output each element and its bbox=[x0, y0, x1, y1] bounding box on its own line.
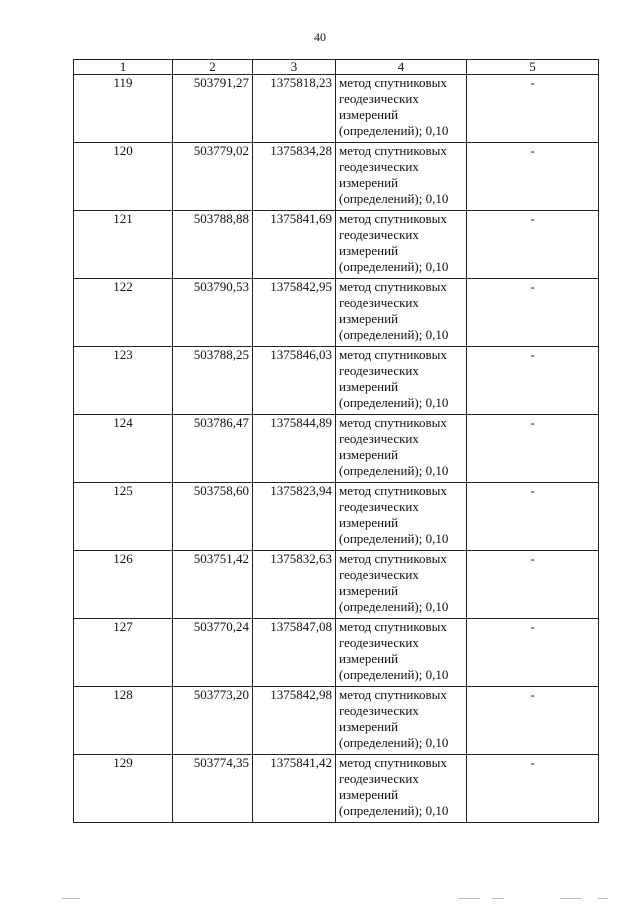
table-row bbox=[74, 143, 599, 211]
note-cell: - bbox=[467, 619, 599, 687]
method-cell: метод спутниковых геодезических измерений (определений); 0,10 bbox=[336, 551, 467, 619]
method-cell: метод спутниковых геодезических измерений (определений); 0,10 bbox=[336, 687, 467, 755]
note-cell: - bbox=[467, 75, 599, 143]
point-number-cell: 128 bbox=[74, 687, 173, 755]
method-cell: метод спутниковых геодезических измерений (определений); 0,10 bbox=[336, 415, 467, 483]
note-cell: - bbox=[467, 143, 599, 211]
header-col-3: 3 bbox=[253, 60, 336, 75]
method-cell: метод спутниковых геодезических измерений (определений); 0,10 bbox=[336, 279, 467, 347]
method-cell: метод спутниковых геодезических измерений (определений); 0,10 bbox=[336, 755, 467, 823]
coordinate-x-cell: 503788,25 bbox=[173, 347, 253, 415]
header-col-5: 5 bbox=[467, 60, 599, 75]
coordinate-y-cell: 1375841,69 bbox=[253, 211, 336, 279]
table-row bbox=[74, 483, 599, 551]
table-row bbox=[74, 415, 599, 483]
point-number-cell: 129 bbox=[74, 755, 173, 823]
table-row bbox=[74, 211, 599, 279]
coordinate-y-cell: 1375847,08 bbox=[253, 619, 336, 687]
header-col-1: 1 bbox=[74, 60, 173, 75]
coordinate-y-cell: 1375844,89 bbox=[253, 415, 336, 483]
coordinate-y-cell: 1375832,63 bbox=[253, 551, 336, 619]
table-row bbox=[74, 687, 599, 755]
page-number: 40 bbox=[314, 30, 326, 44]
point-number-cell: 119 bbox=[74, 75, 173, 143]
scan-footer-marks bbox=[0, 898, 640, 902]
point-number-cell: 127 bbox=[74, 619, 173, 687]
coordinate-y-cell: 1375842,98 bbox=[253, 687, 336, 755]
coordinate-y-cell: 1375841,42 bbox=[253, 755, 336, 823]
method-cell: метод спутниковых геодезических измерений (определений); 0,10 bbox=[336, 619, 467, 687]
point-number-cell: 126 bbox=[74, 551, 173, 619]
coordinate-y-cell: 1375818,23 bbox=[253, 75, 336, 143]
header-col-4: 4 bbox=[336, 60, 467, 75]
method-cell: метод спутниковых геодезических измерений (определений); 0,10 bbox=[336, 483, 467, 551]
coordinate-x-cell: 503774,35 bbox=[173, 755, 253, 823]
table-row bbox=[74, 279, 599, 347]
point-number-cell: 121 bbox=[74, 211, 173, 279]
coordinate-y-cell: 1375834,28 bbox=[253, 143, 336, 211]
note-cell: - bbox=[467, 347, 599, 415]
table-row bbox=[74, 75, 599, 143]
coordinate-y-cell: 1375842,95 bbox=[253, 279, 336, 347]
table-row bbox=[74, 347, 599, 415]
coordinate-y-cell: 1375823,94 bbox=[253, 483, 336, 551]
coordinate-x-cell: 503758,60 bbox=[173, 483, 253, 551]
coordinate-x-cell: 503779,02 bbox=[173, 143, 253, 211]
coordinate-x-cell: 503770,24 bbox=[173, 619, 253, 687]
point-number-cell: 125 bbox=[74, 483, 173, 551]
note-cell: - bbox=[467, 755, 599, 823]
coordinate-x-cell: 503790,53 bbox=[173, 279, 253, 347]
note-cell: - bbox=[467, 415, 599, 483]
note-cell: - bbox=[467, 279, 599, 347]
method-cell: метод спутниковых геодезических измерений (определений); 0,10 bbox=[336, 211, 467, 279]
point-number-cell: 120 bbox=[74, 143, 173, 211]
coordinate-x-cell: 503786,47 bbox=[173, 415, 253, 483]
table-body bbox=[74, 75, 599, 823]
method-cell: метод спутниковых геодезических измерений (определений); 0,10 bbox=[336, 75, 467, 143]
coordinate-x-cell: 503751,42 bbox=[173, 551, 253, 619]
table-row bbox=[74, 619, 599, 687]
table-row bbox=[74, 755, 599, 823]
table-header-row bbox=[74, 60, 599, 75]
point-number-cell: 124 bbox=[74, 415, 173, 483]
coordinate-x-cell: 503788,88 bbox=[173, 211, 253, 279]
table-row bbox=[74, 551, 599, 619]
note-cell: - bbox=[467, 551, 599, 619]
note-cell: - bbox=[467, 211, 599, 279]
note-cell: - bbox=[467, 687, 599, 755]
method-cell: метод спутниковых геодезических измерений (определений); 0,10 bbox=[336, 143, 467, 211]
coordinate-x-cell: 503773,20 bbox=[173, 687, 253, 755]
coordinates-table bbox=[73, 59, 599, 823]
header-col-2: 2 bbox=[173, 60, 253, 75]
point-number-cell: 123 bbox=[74, 347, 173, 415]
method-cell: метод спутниковых геодезических измерений (определений); 0,10 bbox=[336, 347, 467, 415]
coordinate-y-cell: 1375846,03 bbox=[253, 347, 336, 415]
coordinate-x-cell: 503791,27 bbox=[173, 75, 253, 143]
point-number-cell: 122 bbox=[74, 279, 173, 347]
note-cell: - bbox=[467, 483, 599, 551]
